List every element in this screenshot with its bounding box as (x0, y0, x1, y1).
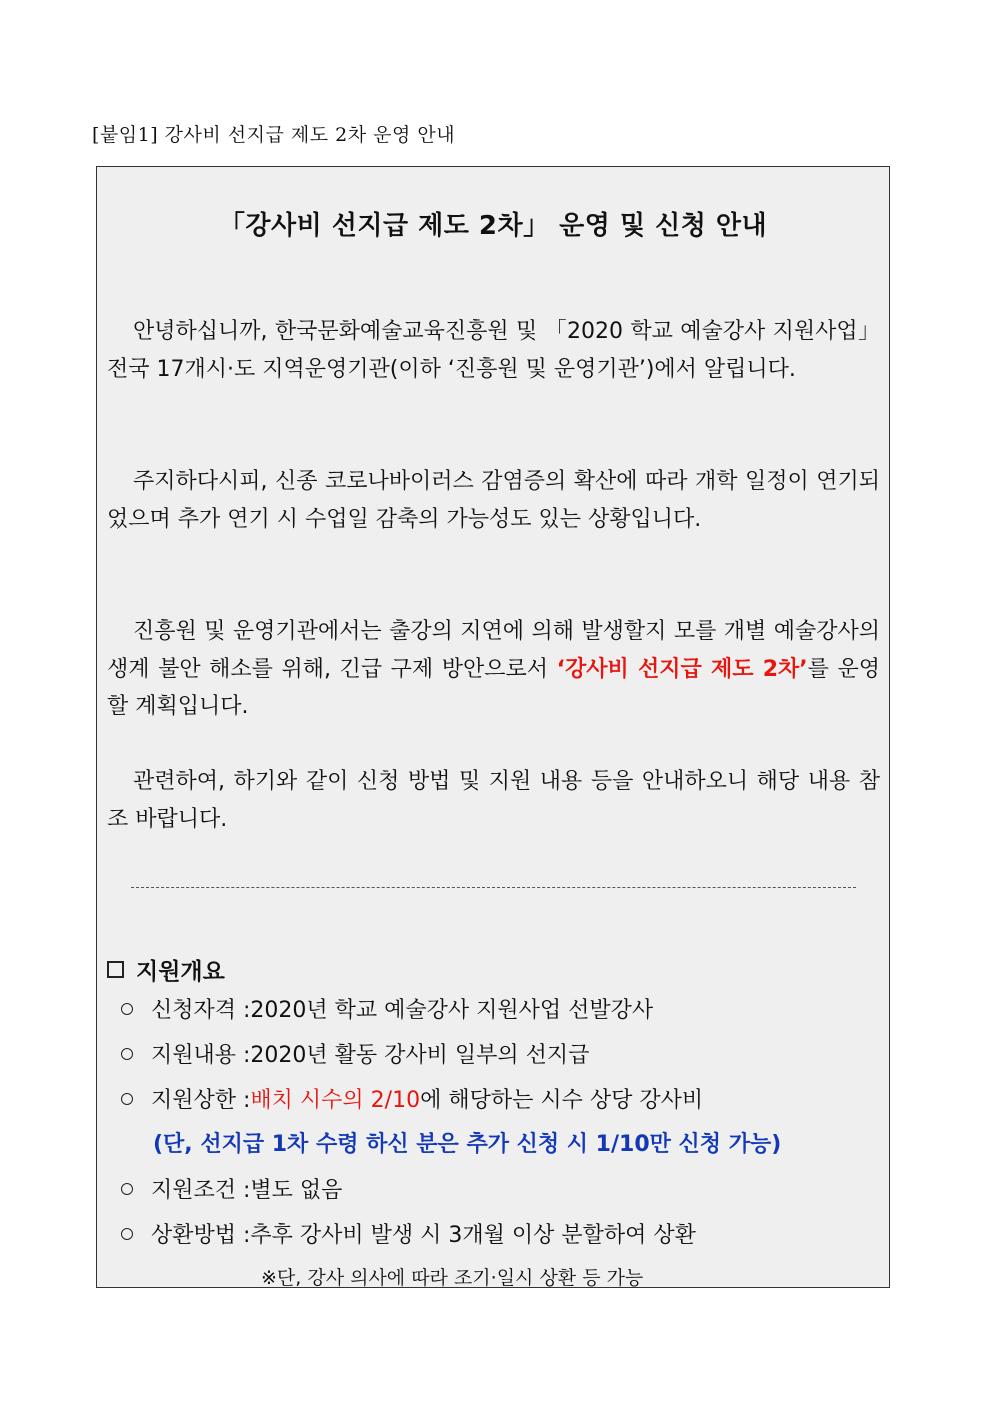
square-bullet-icon (107, 961, 124, 978)
notice-title: 「강사비 선지급 제도 2차」 운영 및 신청 안내 (218, 211, 768, 241)
notice-box (96, 166, 890, 1288)
item-value: 별도 없음 (250, 1178, 343, 1203)
circle-bullet-icon (121, 1183, 133, 1195)
list-item (121, 993, 653, 1024)
item-value: 2020년 활동 강사비 일부의 선지급 (250, 1043, 590, 1068)
circle-bullet-icon (121, 1003, 133, 1015)
circle-bullet-icon (121, 1048, 133, 1060)
item-value-highlight: 배치 시수의 2/10 (250, 1088, 421, 1113)
item-label: 지원내용 : (151, 1043, 251, 1068)
item-label: 지원조건 : (151, 1178, 251, 1203)
item-label: 상환방법 : (151, 1223, 251, 1248)
greeting-paragraph (107, 313, 880, 388)
situation-text: 주지하다시피, 신종 코로나바이러스 감염증의 확산에 따라 개학 일정이 연기되었으며 추가 연기 시 수업일 감축의 가능성도 있는 상황입니다. (107, 469, 880, 532)
list-item (121, 1218, 696, 1249)
dashed-divider (131, 887, 856, 888)
item-value: 추후 강사비 발생 시 3개월 이상 분할하여 상환 (250, 1223, 696, 1248)
plan-paragraph (107, 613, 880, 726)
section-heading (107, 953, 225, 986)
limit-note: (단, 선지급 1차 수령 하신 분은 추가 신청 시 1/10만 신청 가능) (153, 1132, 782, 1157)
list-item (121, 1173, 342, 1204)
item-value: 2020년 학교 예술강사 지원사업 선발강사 (250, 998, 654, 1023)
situation-paragraph (107, 463, 880, 538)
circle-bullet-icon (121, 1228, 133, 1240)
list-item (121, 1083, 703, 1114)
item-value: 에 해당하는 시수 상당 강사비 (420, 1088, 704, 1113)
list-item (121, 1038, 589, 1069)
greeting-text: 안녕하십니까, 한국문화예술교육진흥원 및 「2020 학교 예술강사 지원사업」 전국 17개시·도 지역운영기관(이하 ‘진흥원 및 운영기관’)에서 알립니다. (107, 319, 880, 382)
section-heading-text: 지원개요 (136, 959, 225, 985)
item-label: 신청자격 : (151, 998, 251, 1023)
plan-text-b: 를 운영할 계획입니다. (107, 656, 880, 719)
plan-text-a: 진흥원 및 운영기관에서는 출강의 지연에 의해 발생할지 모를 개별 예술강사의 생계 불안 해소를 위해, 긴급 구제 방안으로서 (107, 619, 880, 682)
repayment-note: ※단, 강사 의사에 따라 조기·일시 상환 등 가능 (261, 1267, 644, 1289)
plan-highlight: ‘강사비 선지급 제도 2차’ (556, 656, 808, 682)
item-label: 지원상한 : (151, 1088, 251, 1113)
guidance-paragraph (107, 763, 880, 838)
guidance-text: 관련하여, 하기와 같이 신청 방법 및 지원 내용 등을 안내하오니 해당 내용 참조 바랍니다. (107, 769, 880, 832)
circle-bullet-icon (121, 1093, 133, 1105)
attachment-title: [붙임1] 강사비 선지급 제도 2차 운영 안내 (92, 124, 456, 146)
